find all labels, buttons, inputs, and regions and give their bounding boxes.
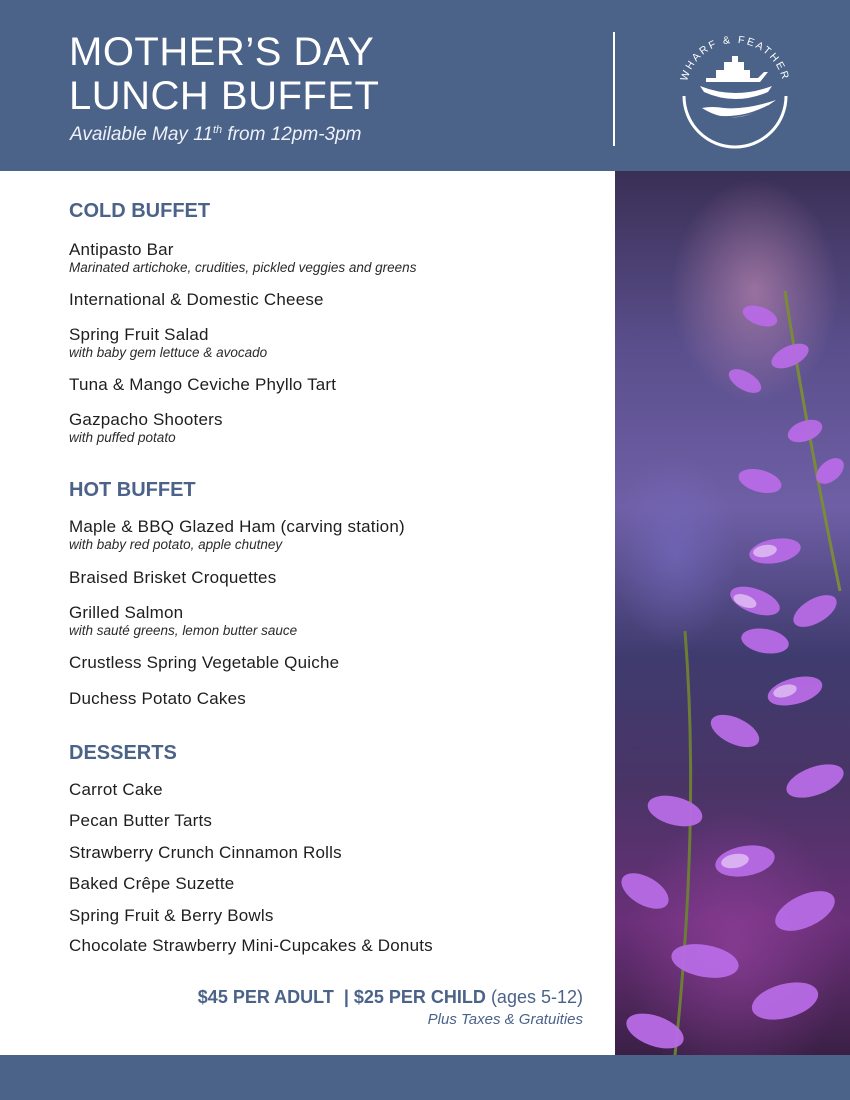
taxes-note: Plus Taxes & Gratuities [427,1011,583,1028]
child-price: $25 PER CHILD [353,987,486,1007]
menu-item [69,653,339,673]
title-line-2: LUNCH BUFFET [69,74,380,118]
menu-item-description: with sauté greens, lemon butter sauce [69,623,298,638]
menu-item-description: with puffed potato [69,430,176,445]
menu-item-name: Chocolate Strawberry Mini-Cupcakes & Donuts [69,936,433,955]
menu-item [69,843,342,863]
menu-item [69,874,234,894]
subtitle-ordinal: th [212,124,223,136]
menu-item-name: International & Domestic Cheese [69,290,324,309]
child-ages: (ages 5-12) [485,987,583,1007]
menu-item [69,375,336,395]
availability-subtitle [70,124,362,146]
flower-illustration [615,171,850,1055]
header-divider [613,32,615,146]
title-line-1: MOTHER’S DAY [69,30,375,74]
menu-item [69,325,267,361]
menu-item [69,517,405,553]
menu-item-name: Gazpacho Shooters [69,410,223,429]
adult-price: $45 PER ADULT [197,987,334,1007]
menu-item [69,780,163,800]
menu-item [69,689,246,709]
menu-item-name: Spring Fruit & Berry Bowls [69,906,274,925]
menu-item [69,240,416,276]
section-title-desserts: DESSERTS [69,742,177,764]
menu-item-name: Grilled Salmon [69,603,184,622]
subtitle-date: Available May 11 [70,124,213,145]
price-separator: | [333,987,349,1007]
menu-item [69,603,297,639]
menu-item [69,811,212,831]
menu-item-name: Antipasto Bar [69,240,174,259]
page-title [69,30,379,118]
header-banner [0,0,850,171]
logo-text: WHARF & FEATHER [678,33,792,83]
menu-item-name: Strawberry Crunch Cinnamon Rolls [69,843,342,862]
menu-item [69,568,276,588]
wharf-feather-logo [672,26,798,152]
subtitle-time: from 12pm-3pm [222,124,362,145]
menu-item-name: Braised Brisket Croquettes [69,568,277,587]
section-title-cold-buffet: COLD BUFFET [69,200,211,222]
menu-item-name: Duchess Potato Cakes [69,689,246,708]
price-line [198,987,583,1008]
menu-item-name: Maple & BBQ Glazed Ham (carving station) [69,517,405,536]
menu-item-description: Marinated artichoke, crudities, pickled veggies and greens [69,260,417,275]
lupine-flower-photo [615,171,850,1055]
menu-item [69,906,274,926]
section-title-hot-buffet: HOT BUFFET [69,479,196,501]
menu-item-description: with baby red potato, apple chutney [69,537,283,552]
menu-item-name: Carrot Cake [69,780,163,799]
menu-item [69,410,223,446]
menu-item-name: Pecan Butter Tarts [69,811,213,830]
menu-item-description: with baby gem lettuce & avocado [69,345,268,360]
footer-bar [0,1055,850,1100]
menu-item-name: Tuna & Mango Ceviche Phyllo Tart [69,375,337,394]
menu-item-name: Crustless Spring Vegetable Quiche [69,653,340,672]
menu-item [69,936,433,956]
menu-item [69,290,324,310]
menu-item-name: Spring Fruit Salad [69,325,209,344]
menu-item-name: Baked Crêpe Suzette [69,874,235,893]
